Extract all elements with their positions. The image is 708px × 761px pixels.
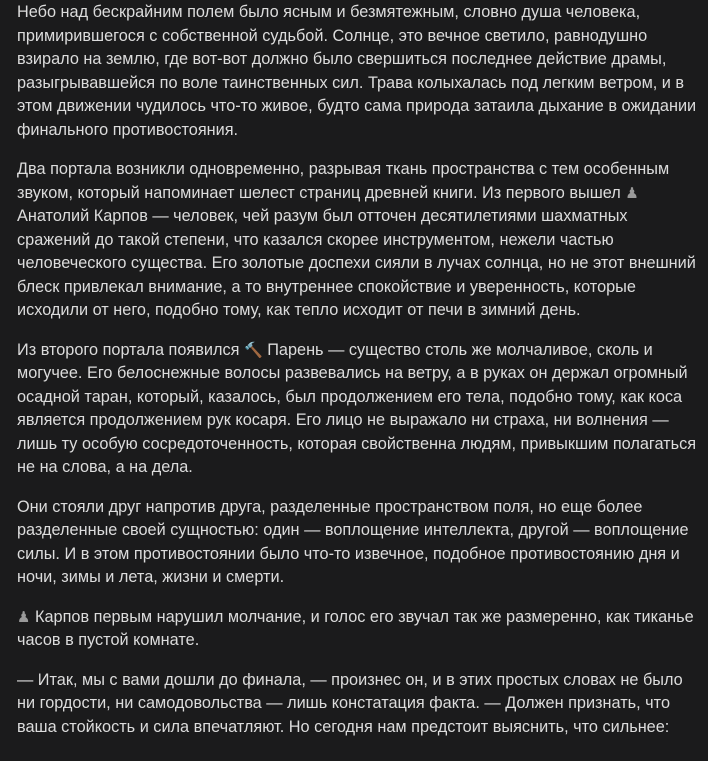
paragraph-1: [17, 1, 697, 142]
paragraph-text: Два портала возникли одновременно, разрывая ткань пространства с тем особенным звуком, который напоминает шелест страниц древней книги. Из первого вышел: [17, 160, 670, 202]
hammer-icon: 🔨: [243, 340, 263, 359]
paragraph-text: Небо над бескрайним полем было ясным и безмятежным, словно душа человека, примирившегося с собственной судьбой. Солнце, это вечное светило, равнодушно взирало на землю, где вот-вот должно было свершиться последнее действие драмы, разыгрывавшейся по воле таинственных сил. Трава колыхалась под легким ветром, и в этом движении чудилось что-то живое, будто сама природа затаила дыхание в ожидании финального противостояния.: [17, 3, 697, 139]
paragraph-text: Анатолий Карпов — человек, чей разум был отточен десятилетиями шахматных сражений до такой степени, что казался скорее инструментом, нежели частью человеческого существа. Его золотые доспехи сияли в лучах солнца, но не этот внешний блеск привлекал внимание, а то внутреннее спокойствие и уверенность, которые исходили от него, подобно тому, как тепло исходит от печи в зимний день.: [17, 207, 696, 319]
paragraph-text: — Итак, мы с вами дошли до финала, — произнес он, и в этих простых словах не было ни гордости, ни самодовольства — лишь констатация факта. — Должен признать, что ваша стойкость и сила впечатляют. Но сегодня нам предстоит выяснить, что сильнее:: [17, 670, 683, 736]
paragraph-text: Из второго портала появился: [17, 340, 240, 359]
paragraph-3: [17, 339, 697, 480]
story-text: [17, 0, 697, 755]
paragraph-5: [17, 606, 697, 653]
paragraph-4: [17, 496, 697, 590]
paragraph-text: Они стояли друг напротив друга, разделенные пространством поля, но еще более разделенные своей сущностью: один — воплощение интеллекта, другой — воплощение силы. И в этом противостоянии было что-то извечное, подобное противостоянию дня и ночи, зимы и лета, жизни и смерти.: [17, 497, 689, 586]
paragraph-text: Карпов первым нарушил молчание, и голос его звучал так же размеренно, как тиканье часов в пустой комнате.: [17, 607, 694, 649]
chess-pawn-icon: ♟: [17, 607, 31, 626]
paragraph-2: [17, 158, 697, 323]
chess-pawn-icon: ♟: [625, 183, 639, 202]
paragraph-6: [17, 669, 697, 740]
paragraph-text: Парень — существо столь же молчаливое, сколь и могучее. Его белоснежные волосы развевались на ветру, а в руках он держал огромный осадной таран, который, казалось, был продолжением его тела, подобно тому, как коса является продолжением рук косаря. Его лицо не выражало ни страха, ни волнения — лишь ту особую сосредоточенность, которая свойственна людям, привыкшим полагаться не на слова, а на дела.: [17, 340, 697, 476]
